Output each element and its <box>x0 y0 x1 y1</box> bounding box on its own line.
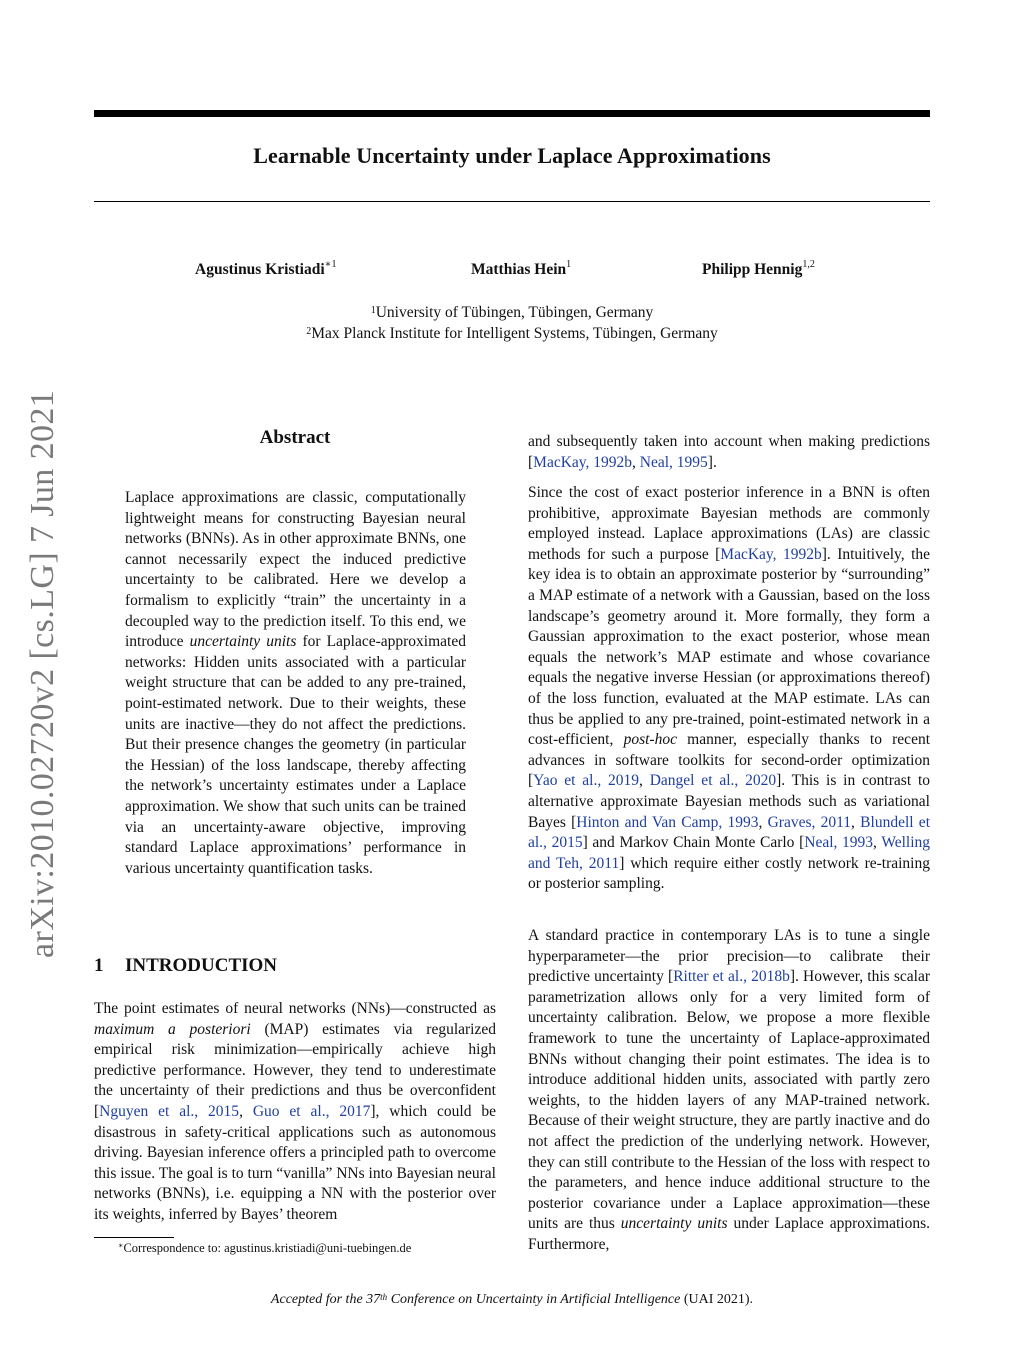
affiliation-mark: 1 <box>370 305 376 316</box>
author-name: Matthias Hein <box>471 261 567 278</box>
title-rule-bottom <box>94 201 930 202</box>
author-name: Agustinus Kristiadi <box>195 261 325 278</box>
citation-link[interactable]: Neal, 1995 <box>639 453 708 471</box>
citation-link[interactable]: Graves, 2011 <box>767 813 852 831</box>
citation-link[interactable]: Neal, 1993 <box>804 834 874 852</box>
right-paragraph-1: and subsequently taken into account when making predictions [MacKay, 1992b, Neal, 1995]. <box>528 433 930 471</box>
citation-link[interactable]: Blundell et al., 2015 <box>528 813 930 852</box>
citation-link[interactable]: Hinton and Van Camp, 1993 <box>576 813 759 831</box>
affiliations <box>0 302 1024 344</box>
footnote <box>118 1241 411 1256</box>
citation-link[interactable]: Yao et al., 2019 <box>533 772 640 790</box>
section-number: 1 <box>94 955 104 976</box>
footer-sup: th <box>380 1292 388 1302</box>
citation-link[interactable]: MacKay, 1992b <box>720 545 822 563</box>
footnote-rule <box>94 1237 174 1238</box>
citation-link[interactable]: Dangel et al., 2020 <box>649 772 777 790</box>
citation-link[interactable]: MacKay, 1992b <box>533 453 633 471</box>
citation-link[interactable]: Guo et al., 2017 <box>252 1102 371 1120</box>
section-heading <box>94 955 277 977</box>
emphasis: uncertainty units <box>189 633 297 651</box>
title-rule-top <box>94 110 930 117</box>
right-paragraph-2: Since the cost of exact posterior inference in a BNN is often prohibitive, approximate Bayesian methods are commonly employed instead. Laplace approximations (LAs) are classic methods for such a purpose [MacKay, 1992b]. Intuitively, the key idea is to obtain an approximate posterior by “surrounding” a MAP estimate of a network with a Gaussian, based on the loss landscape’s geometry around it. More formally, they form a Gaussian approximation to the exact posterior, whose mean equals the network’s MAP estimate and whose covariance equals the negative inverse Hessian (or approximations thereof) of the loss function, evaluated at the MAP estimate. LAs can thus be applied to any pre-trained, point-estimated network in a cost-efficient, post-hoc manner, especially thanks to recent advances in software toolkits for second-order optimization [Yao et al., 2019, Dangel et al., 2020]. This is in contrast to alternative approximate Bayesian methods such as variational Bayes [Hinton and Van Camp, 1993, Graves, 2011, Blundell et al., 2015] and Markov Chain Monte Carlo [Neal, 1993, Welling and Teh, 2011] which require either costly network re-training or posterior sampling. <box>528 484 931 893</box>
citation-link[interactable]: Welling and Teh, 2011 <box>528 834 930 872</box>
affiliation-1 <box>0 302 1024 323</box>
citation-link[interactable]: Nguyen et al., 2015 <box>99 1102 240 1120</box>
paper-title: Learnable Uncertainty under Laplace Approximations <box>253 143 771 168</box>
citation-link[interactable]: Ritter et al., 2018b <box>673 968 790 986</box>
footnote-mark: ∗ <box>118 1241 124 1250</box>
abstract-text: Laplace approximations are classic, computationally lightweight means for constructing Bayesian neural networks (BNNs). As in other approximate BNNs, one cannot necessarily expect the induced predictive uncertainty to be calibrated. Here we develop a formalism to explicitly “train” the uncertainty in a decoupled way to the prediction itself. To this end, we introduce uncertainty units for Laplace-approximated networks: Hidden units associated with a particular weight structure that can be added to any pre-trained, point-estimated network. Due to their weights, these units are inactive—they do not affect the predictions. But their presence changes the geometry (in particular the Hessian) of the loss landscape, thereby affecting the network’s uncertainty estimates under a Laplace approximation. We show that such units can be trained via an uncertainty-aware objective, improving standard Laplace approximations’ performance in various uncertainty quantification tasks. <box>125 489 466 877</box>
author-3 <box>702 261 815 279</box>
intro-paragraph: The point estimates of neural networks (NNs)—constructed as maximum a posteriori (MAP) estimates via regularized empirical risk minimization—empirically achieve high predictive performance. However, they tend to underestimate the uncertainty of their predictions and thus be overconfident [Nguyen et al., 2015, Guo et al., 2017], which could be disastrous in safety-critical applications such as autonomous driving. Bayesian inference offers a principled path to overcome this issue. The goal is to turn “vanilla” NNs into Bayesian neural networks (BNNs), i.e. equipping a NN with the posterior over its weights, inferred by Bayes’ theorem <box>94 1000 497 1223</box>
arxiv-stamp: arXiv:2010.02720v2 [cs.LG] 7 Jun 2021 <box>24 389 61 958</box>
emphasis: maximum a posteriori <box>94 1020 251 1038</box>
section-title: INTRODUCTION <box>125 955 278 976</box>
affiliation-mark: 2 <box>306 326 312 337</box>
author-list <box>0 261 1024 283</box>
author-mark: 1 <box>566 259 572 270</box>
author-2 <box>471 261 571 279</box>
emphasis: uncertainty units <box>620 1215 728 1233</box>
affiliation-text: Max Planck Institute for Intelligent Systems, Tübingen, Germany <box>311 325 718 342</box>
right-paragraph-3: A standard practice in contemporary LAs is to tune a single hyperparameter—the prior precision—to calibrate their predictive uncertainty [Ritter et al., 2018b]. However, this scalar parametrization allows only for a very limited form of uncertainty calibration. Below, we propose a more flexible framework to tune the uncertainty of Laplace-approximated BNNs without changing their point estimates. The idea is to introduce additional hidden units, associated with partly zero weights, to the hidden layers of any MAP-trained network. Because of their weight structure, they are partly inactive and do not affect the prediction of the underlying network. However, they can still contribute to the Hessian of the loss with respect to the parameters, and hence induce additional structure to the posterior covariance under a Laplace approximation—these units are thus uncertainty units under Laplace approximations. Furthermore, <box>528 927 930 1253</box>
abstract-heading: Abstract <box>259 427 331 448</box>
author-name: Philipp Hennig <box>702 261 803 278</box>
footnote-text: Correspondence to: agustinus.kristiadi@uni-tuebingen.de <box>123 1241 412 1255</box>
affiliation-text: University of Tübingen, Tübingen, Germany <box>375 304 654 321</box>
footer-venue: Accepted for the 37th Conference on Uncertainty in Artificial Intelligence (UAI 2021). <box>270 1292 754 1307</box>
affiliation-2 <box>0 323 1024 344</box>
author-1 <box>195 261 336 279</box>
author-mark: ∗1 <box>324 259 337 270</box>
emphasis: post-hoc <box>623 731 677 749</box>
author-mark: 1,2 <box>802 259 815 270</box>
